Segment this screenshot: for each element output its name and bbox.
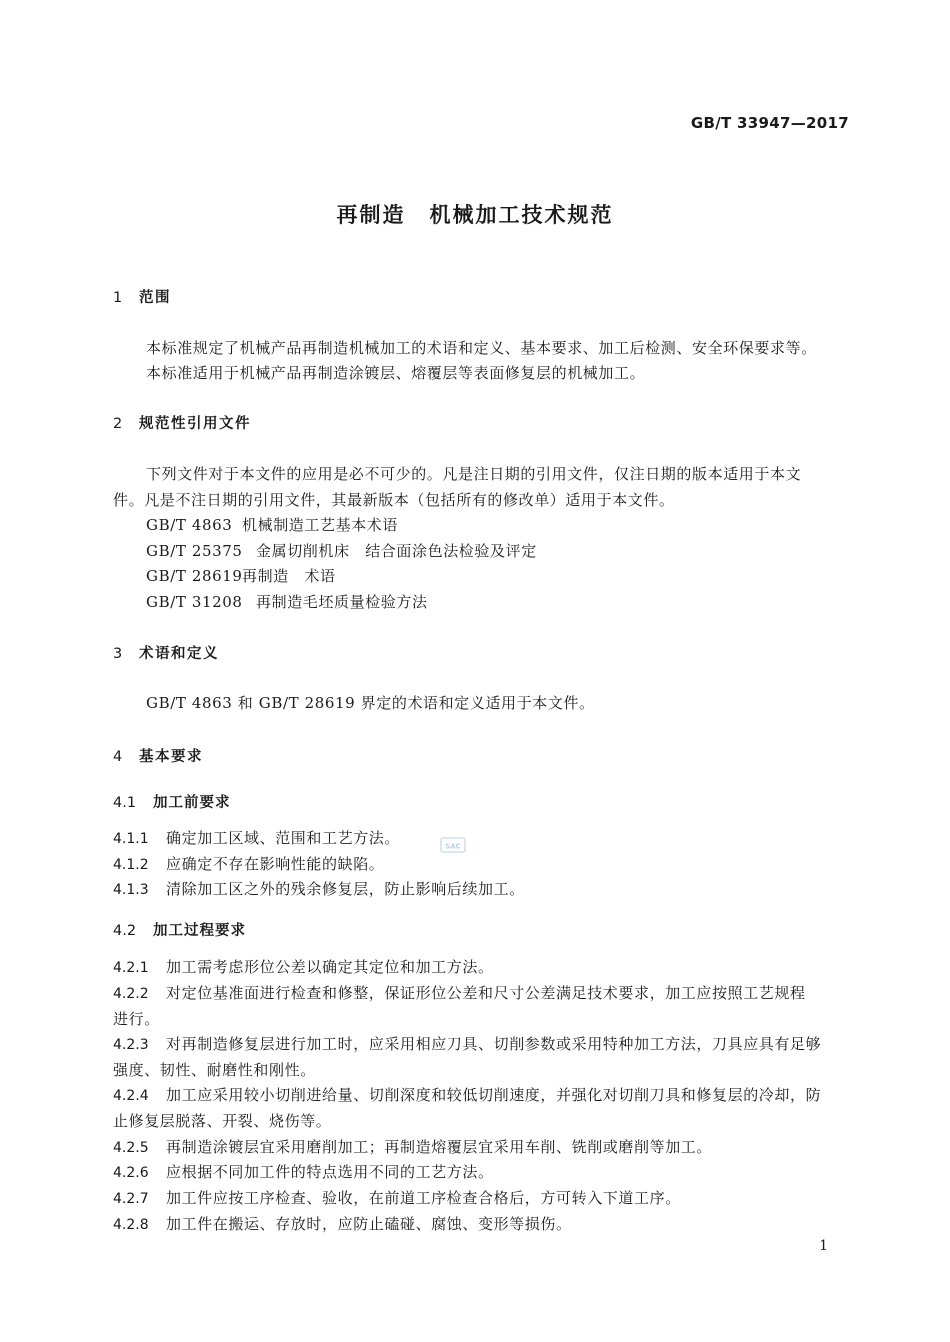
reference-title: 再制造毛坯质量检验方法 bbox=[256, 593, 428, 611]
clause-number: 4.2.4 bbox=[113, 1088, 149, 1104]
reference-item bbox=[146, 565, 336, 586]
clause-item bbox=[113, 1033, 821, 1054]
clause-number: 4.2.8 bbox=[113, 1217, 149, 1233]
reference-code: GB/T 31208 bbox=[146, 593, 243, 611]
clause-continuation: 进行。 bbox=[113, 1010, 160, 1028]
title-part1: 再制造 bbox=[336, 203, 406, 227]
clause-continuation: 止修复层脱落、开裂、烧伤等。 bbox=[113, 1112, 332, 1130]
clause-text: 应根据不同加工件的特点选用不同的工艺方法。 bbox=[166, 1163, 494, 1181]
section-number: 2 bbox=[113, 416, 124, 432]
clause-text: 加工件在搬运、存放时，应防止磕碰、腐蚀、变形等损伤。 bbox=[166, 1215, 572, 1233]
reference-item bbox=[146, 540, 537, 561]
clause-number: 4.1.2 bbox=[113, 857, 149, 873]
paragraph: 本标准适用于机械产品再制造涂镀层、熔覆层等表面修复层的机械加工。 bbox=[146, 364, 646, 382]
subsection-4-1-heading bbox=[113, 791, 231, 812]
standard-number: GB/T 33947—2017 bbox=[690, 114, 849, 132]
clause-item bbox=[113, 827, 400, 848]
clause-text: 再制造涂镀层宜采用磨削加工；再制造熔覆层宜采用车削、铣削或磨削等加工。 bbox=[166, 1138, 713, 1156]
title-part2: 机械加工技术规范 bbox=[429, 203, 614, 227]
subsection-title: 加工过程要求 bbox=[153, 923, 246, 939]
clause-number: 4.2.7 bbox=[113, 1191, 149, 1207]
clause-text: 确定加工区域、范围和工艺方法。 bbox=[166, 829, 401, 847]
reference-title: 金属切削机床 结合面涂色法检验及评定 bbox=[256, 542, 537, 560]
clause-item bbox=[113, 1136, 712, 1157]
clause-number: 4.2.1 bbox=[113, 960, 149, 976]
clause-number: 4.2.5 bbox=[113, 1140, 149, 1156]
section-3-heading bbox=[113, 642, 219, 663]
clause-item bbox=[113, 982, 806, 1003]
clause-number: 4.2.6 bbox=[113, 1165, 149, 1181]
subsection-number: 4.2 bbox=[113, 923, 137, 939]
clause-text: 加工应采用较小切削进给量、切削深度和较低切削速度，并强化对切削刀具和修复层的冷却，防 bbox=[166, 1086, 822, 1104]
clause-text: 加工需考虑形位公差以确定其定位和加工方法。 bbox=[166, 958, 494, 976]
section-title: 基本要求 bbox=[139, 749, 203, 765]
section-number: 3 bbox=[113, 646, 124, 662]
clause-text: 加工件应按工序检查、验收，在前道工序检查合格后，方可转入下道工序。 bbox=[166, 1189, 681, 1207]
clause-number: 4.1.1 bbox=[113, 831, 149, 847]
clause-number: 4.2.2 bbox=[113, 986, 149, 1002]
page-number: 1 bbox=[819, 1238, 828, 1254]
reference-title: 机械制造工艺基本术语 bbox=[242, 516, 399, 534]
svg-text:SAC: SAC bbox=[445, 842, 461, 851]
section-1-heading bbox=[113, 286, 171, 307]
paragraph: 本标准规定了机械产品再制造机械加工的术语和定义、基本要求、加工后检测、安全环保要求等。 bbox=[146, 339, 817, 357]
clause-item bbox=[113, 956, 494, 977]
clause-item bbox=[113, 878, 525, 899]
section-4-heading bbox=[113, 745, 203, 766]
reference-code: GB/T 25375 bbox=[146, 542, 243, 560]
paragraph-line: 下列文件对于本文件的应用是必不可少的。凡是注日期的引用文件，仅注日期的版本适用于本文 bbox=[146, 465, 802, 483]
paragraph-line: 件。凡是不注日期的引用文件，其最新版本（包括所有的修改单）适用于本文件。 bbox=[113, 491, 675, 509]
subsection-title: 加工前要求 bbox=[153, 795, 231, 811]
clause-item bbox=[113, 1084, 821, 1105]
clause-text: 应确定不存在影响性能的缺陷。 bbox=[166, 855, 385, 873]
subsection-number: 4.1 bbox=[113, 795, 137, 811]
section-number: 4 bbox=[113, 749, 124, 765]
section-title: 术语和定义 bbox=[139, 646, 219, 662]
clause-text: 清除加工区之外的残余修复层，防止影响后续加工。 bbox=[166, 880, 525, 898]
paragraph: GB/T 4863 和 GB/T 28619 界定的术语和定义适用于本文件。 bbox=[146, 694, 595, 712]
reference-code: GB/T 28619 bbox=[146, 567, 243, 585]
section-number: 1 bbox=[113, 290, 124, 306]
clause-text: 对定位基准面进行检查和修整，保证形位公差和尺寸公差满足技术要求，加工应按照工艺规程 bbox=[166, 984, 806, 1002]
reference-item bbox=[146, 591, 428, 612]
clause-text: 对再制造修复层进行加工时，应采用相应刀具、切削参数或采用特种加工方法，刀具应具有足够 bbox=[166, 1035, 822, 1053]
reference-item bbox=[146, 514, 398, 535]
document-title bbox=[0, 199, 950, 229]
section-title: 范围 bbox=[139, 290, 171, 306]
clause-number: 4.2.3 bbox=[113, 1037, 149, 1053]
clause-number: 4.1.3 bbox=[113, 882, 149, 898]
clause-continuation: 强度、韧性、耐磨性和刚性。 bbox=[113, 1061, 316, 1079]
clause-item bbox=[113, 1161, 494, 1182]
subsection-4-2-heading bbox=[113, 919, 246, 940]
reference-title: 再制造 术语 bbox=[242, 567, 336, 585]
sac-watermark-logo bbox=[440, 836, 466, 854]
reference-code: GB/T 4863 bbox=[146, 516, 233, 534]
section-title: 规范性引用文件 bbox=[139, 416, 251, 432]
section-2-heading bbox=[113, 412, 251, 433]
clause-item bbox=[113, 1187, 681, 1208]
clause-item bbox=[113, 1213, 572, 1234]
clause-item bbox=[113, 853, 384, 874]
